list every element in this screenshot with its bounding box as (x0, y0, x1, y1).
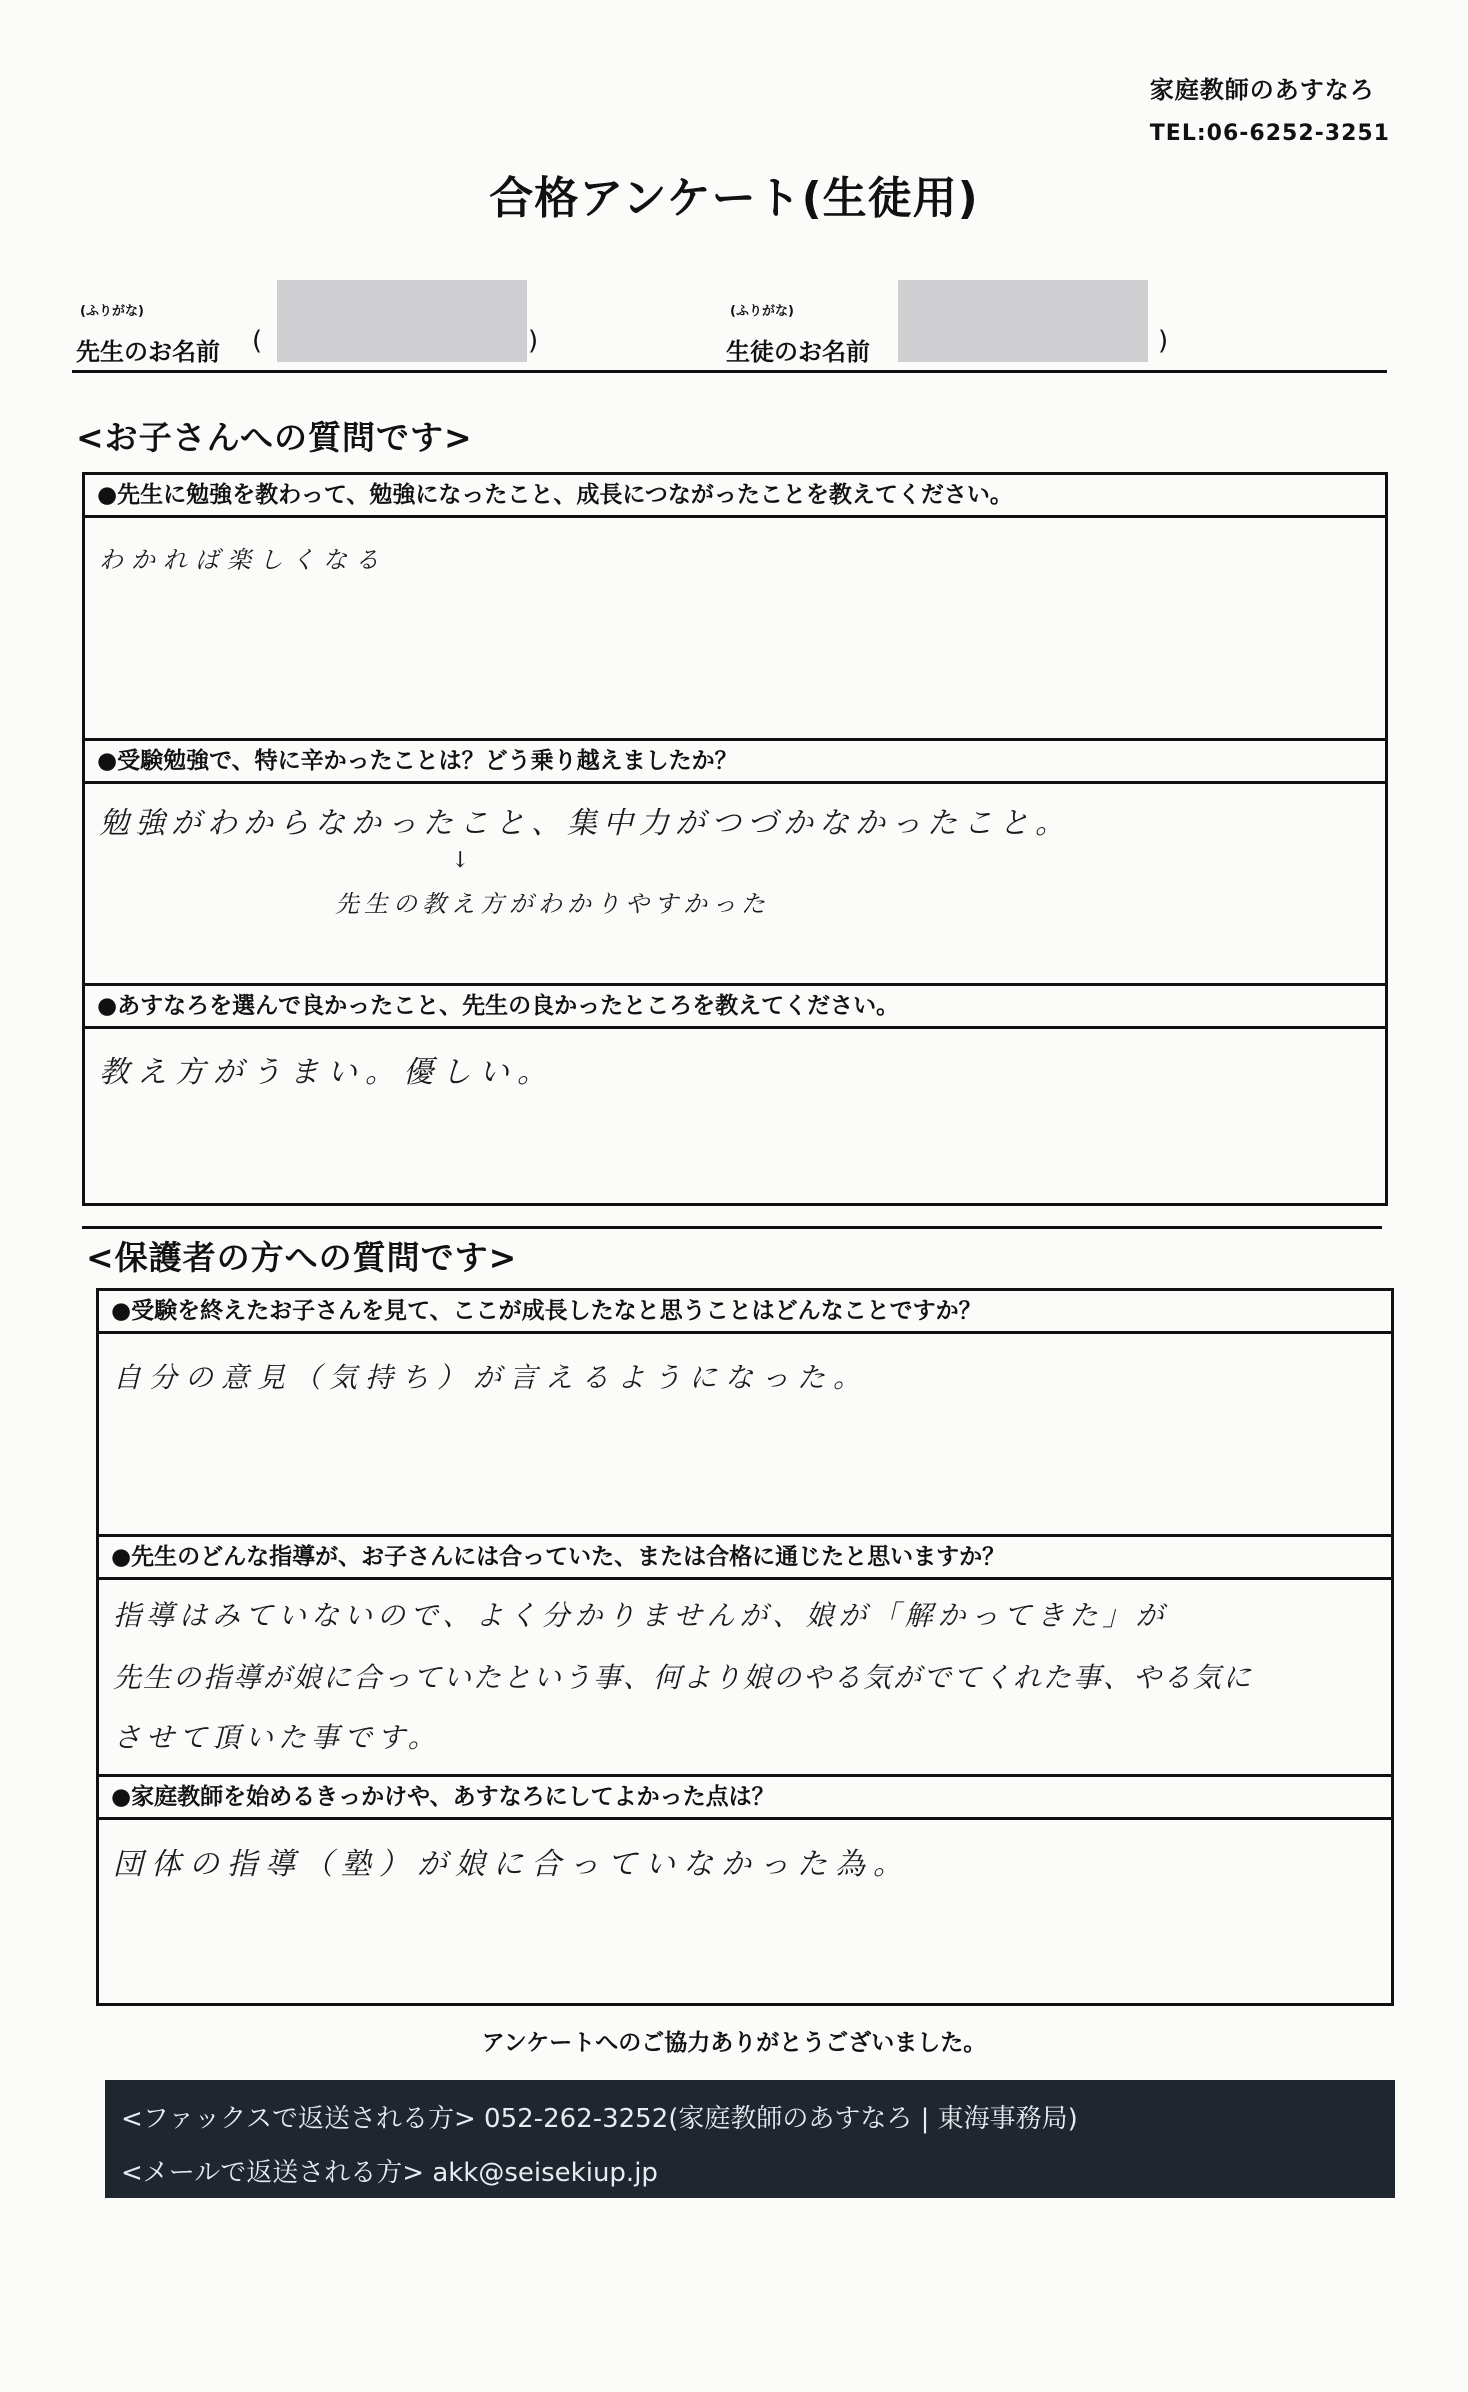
child-q1-answer-area (85, 518, 1385, 741)
parent-q2-answer-area (99, 1580, 1391, 1777)
child-q2-answer-arrow: ↓ (451, 848, 478, 873)
child-q2-label: ●受験勉強で、特に辛かったことは？どう乗り越えましたか？ (85, 741, 1385, 784)
parent-q2-answer-line3: させて頂いた事です。 (113, 1721, 441, 1754)
child-q3-label: ●あすなろを選んで良かったこと、先生の良かったところを教えてください。 (85, 986, 1385, 1029)
student-name-redaction (898, 280, 1148, 362)
parent-q2-answer-line2: 先生の指導が娘に合っていたという事、何より娘のやる気がでてくれた事、やる気に (113, 1661, 1254, 1694)
parent-q3-label: ●家庭教師を始めるきっかけや、あすなろにしてよかった点は？ (99, 1777, 1391, 1820)
section-divider (82, 1226, 1382, 1229)
parent-q2-label: ●先生のどんな指導が、お子さんには合っていた、または合格に通じたと思いますか？ (99, 1537, 1391, 1580)
child-q2-answer-line1: 勉強がわからなかったこと、集中力がつづかなかったこと。 (99, 806, 1071, 841)
parent-q1-answer: 自分の意見（気持ち）が言えるようになった。 (113, 1361, 870, 1394)
student-name-label: 生徒のお名前 (726, 338, 870, 366)
teacher-furigana: (ふりがな) (80, 304, 144, 319)
page-title: 合格アンケート(生徒用) (489, 173, 979, 224)
name-row (72, 290, 1387, 373)
thanks-message: アンケートへのご協力ありがとうございました。 (481, 2030, 987, 2056)
child-q3-answer: 教え方がうまい。優しい。 (99, 1055, 555, 1090)
parent-q2-answer-line1: 指導はみていないので、よく分かりませんが、娘が「解かってきた」が (113, 1599, 1169, 1632)
brand-block (1150, 68, 1390, 156)
mail-return-info: <メールで返送される方> akk@seisekiup.jp (121, 2158, 658, 2188)
parent-q1-answer-area (99, 1334, 1391, 1537)
return-info-banner (105, 2080, 1395, 2198)
teacher-name-redaction (277, 280, 527, 362)
student-furigana: (ふりがな) (730, 304, 794, 319)
child-question-box (82, 472, 1388, 1206)
parent-q1-label: ●受験を終えたお子さんを見て、ここが成長したなと思うことはどんなことですか？ (99, 1291, 1391, 1334)
fax-return-info: <ファックスで返送される方> 052-262-3252(家庭教師のあすなろ | 東海事務局) (121, 2104, 1078, 2134)
brand-tel: TEL:06-6252-3251 (1149, 121, 1390, 146)
child-q1-label: ●先生に勉強を教わって、勉強になったこと、成長につながったことを教えてください。 (85, 475, 1385, 518)
teacher-paren-close: ) (528, 326, 539, 356)
student-name-field (722, 290, 1362, 370)
child-section-title: <お子さんへの質問です> (76, 418, 473, 457)
teacher-paren-open: ( (252, 326, 263, 356)
parent-q3-answer: 団体の指導（塾）が娘に合っていなかった為。 (113, 1847, 911, 1882)
parent-question-box (96, 1288, 1394, 2006)
child-q2-answer-area (85, 784, 1385, 986)
brand-name: 家庭教師のあすなろ (1149, 76, 1375, 104)
teacher-name-field (72, 290, 632, 370)
student-paren-close: ) (1158, 326, 1169, 356)
parent-section-title: <保護者の方への質問です> (86, 1238, 518, 1277)
teacher-name-label: 先生のお名前 (76, 338, 220, 366)
child-q1-answer: わかれば楽しくなる (99, 546, 387, 574)
child-q2-answer-line2: 先生の教え方がわかりやすかった (335, 890, 770, 918)
